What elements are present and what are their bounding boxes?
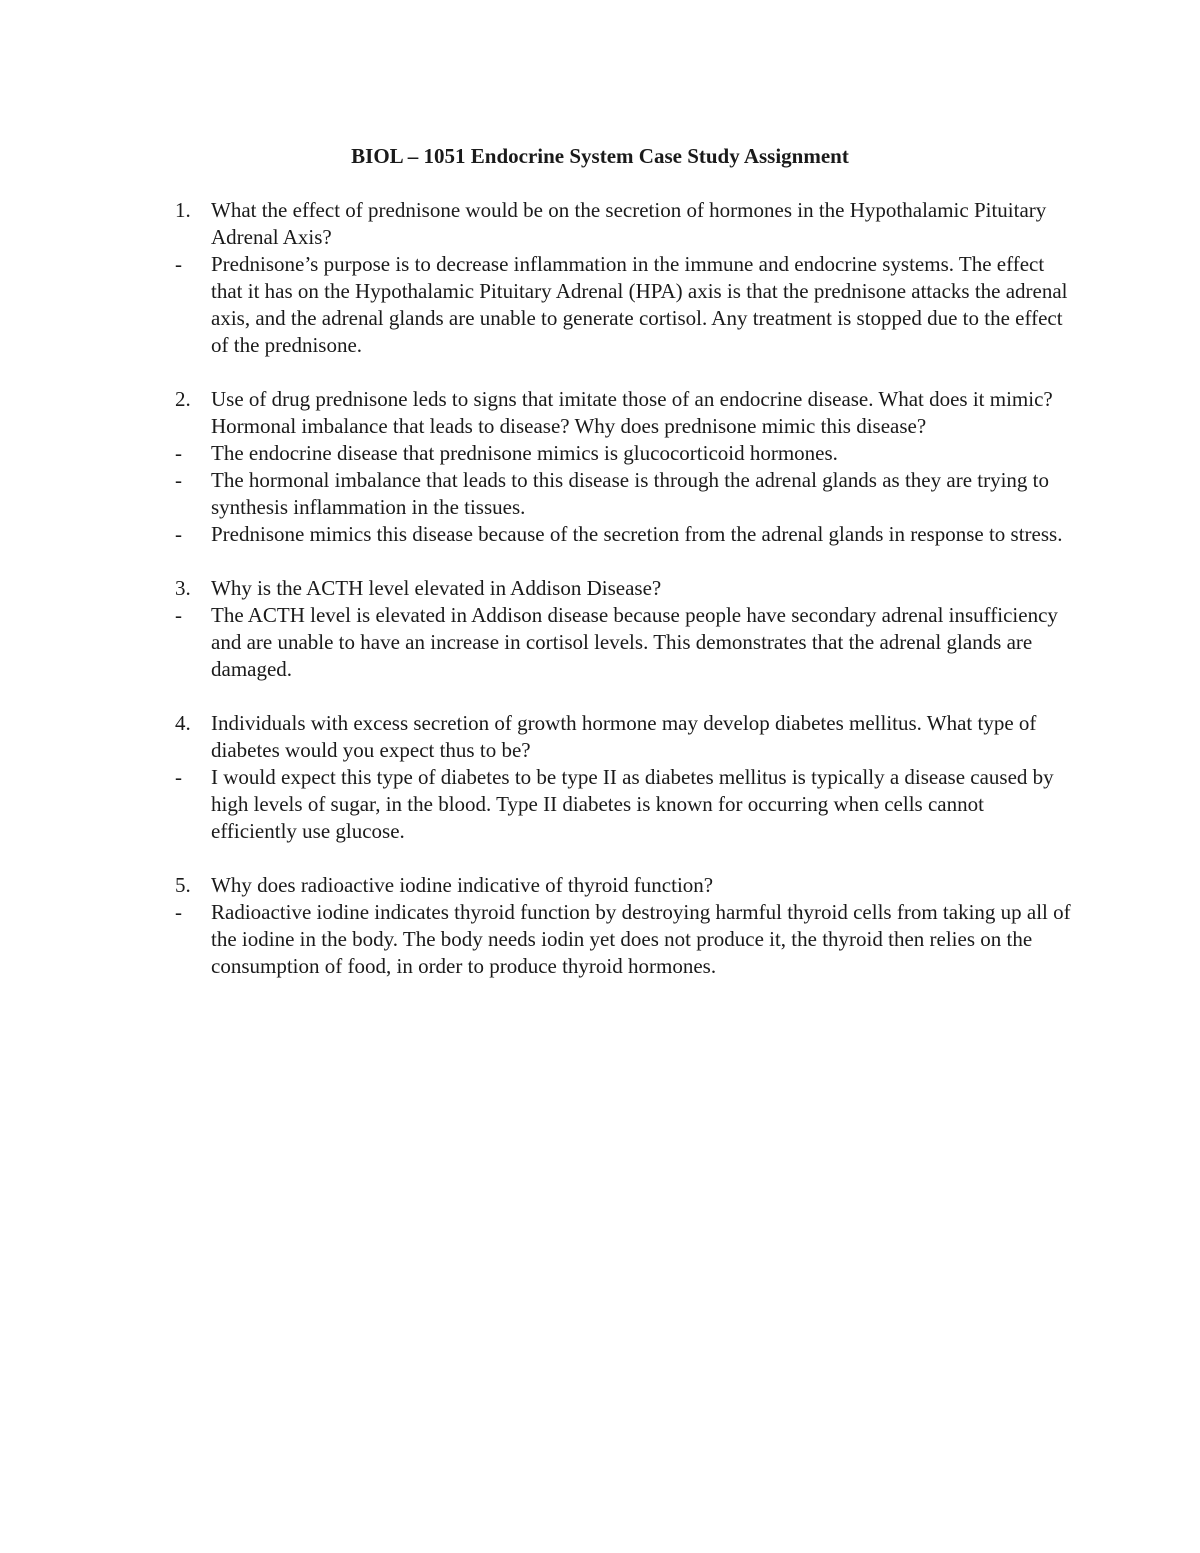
question-number: 2. [175,387,191,411]
question-row [173,575,1073,602]
answer-row [173,440,1073,467]
answer-text: Radioactive iodine indicates thyroid function by destroying harmful thyroid cells from taking up all of the iodine in the body. The body needs iodin yet does not produce it, the thyroid then relies on the consumption of food, in order to produce thyroid hormones. [211,900,1071,978]
answer-row [173,602,1073,683]
question-row [173,872,1073,899]
answer-row [173,764,1073,845]
question-number: 3. [175,576,191,600]
answer-text: The endocrine disease that prednisone mimics is glucocorticoid hormones. [211,441,838,465]
answer-text: Prednisone’s purpose is to decrease inflammation in the immune and endocrine systems. The effect that it has on the Hypothalamic Pituitary Adrenal (HPA) axis is that the prednisone attacks the adrenal axis, and the adrenal glands are unable to generate cortisol. Any treatment is stopped due to the effect of the prednisone. [211,252,1068,357]
question-block-1 [173,197,1073,359]
answer-row [173,251,1073,359]
question-block-4 [173,710,1073,845]
answer-text: I would expect this type of diabetes to be type II as diabetes mellitus is typically a disease caused by high levels of sugar, in the blood. Type II diabetes is known for occurring when cells cannot efficiently use glucose. [211,765,1054,843]
answer-text: The ACTH level is elevated in Addison disease because people have secondary adrenal insufficiency and are unable to have an increase in cortisol levels. This demonstrates that the adrenal glands are damaged. [211,603,1058,681]
question-list [173,197,1073,1007]
answer-bullet: - [175,468,182,492]
answer-bullet: - [175,900,182,924]
question-text: Why is the ACTH level elevated in Addison Disease? [211,576,662,600]
question-block-3 [173,575,1073,683]
question-block-2 [173,386,1073,548]
answer-bullet: - [175,441,182,465]
question-row [173,710,1073,764]
answer-bullet: - [175,765,182,789]
answer-row [173,521,1073,548]
question-text: Individuals with excess secretion of growth hormone may develop diabetes mellitus. What type of diabetes would you expect thus to be? [211,711,1037,762]
question-number: 1. [175,198,191,222]
answer-text: Prednisone mimics this disease because of the secretion from the adrenal glands in response to stress. [211,522,1063,546]
answer-row [173,467,1073,521]
question-number: 4. [175,711,191,735]
question-text: What the effect of prednisone would be on the secretion of hormones in the Hypothalamic Pituitary Adrenal Axis? [211,198,1047,249]
question-row [173,197,1073,251]
question-text: Use of drug prednisone leds to signs that imitate those of an endocrine disease. What does it mimic? Hormonal imbalance that leads to disease? Why does prednisone mimic this disease? [211,387,1053,438]
question-number: 5. [175,873,191,897]
answer-bullet: - [175,252,182,276]
question-block-5 [173,872,1073,980]
answer-text: The hormonal imbalance that leads to this disease is through the adrenal glands as they are trying to synthesis inflammation in the tissues. [211,468,1050,519]
question-text: Why does radioactive iodine indicative of thyroid function? [211,873,714,897]
answer-row [173,899,1073,980]
answer-bullet: - [175,522,182,546]
page-title: BIOL – 1051 Endocrine System Case Study Assignment [351,144,849,168]
answer-bullet: - [175,603,182,627]
question-row [173,386,1073,440]
